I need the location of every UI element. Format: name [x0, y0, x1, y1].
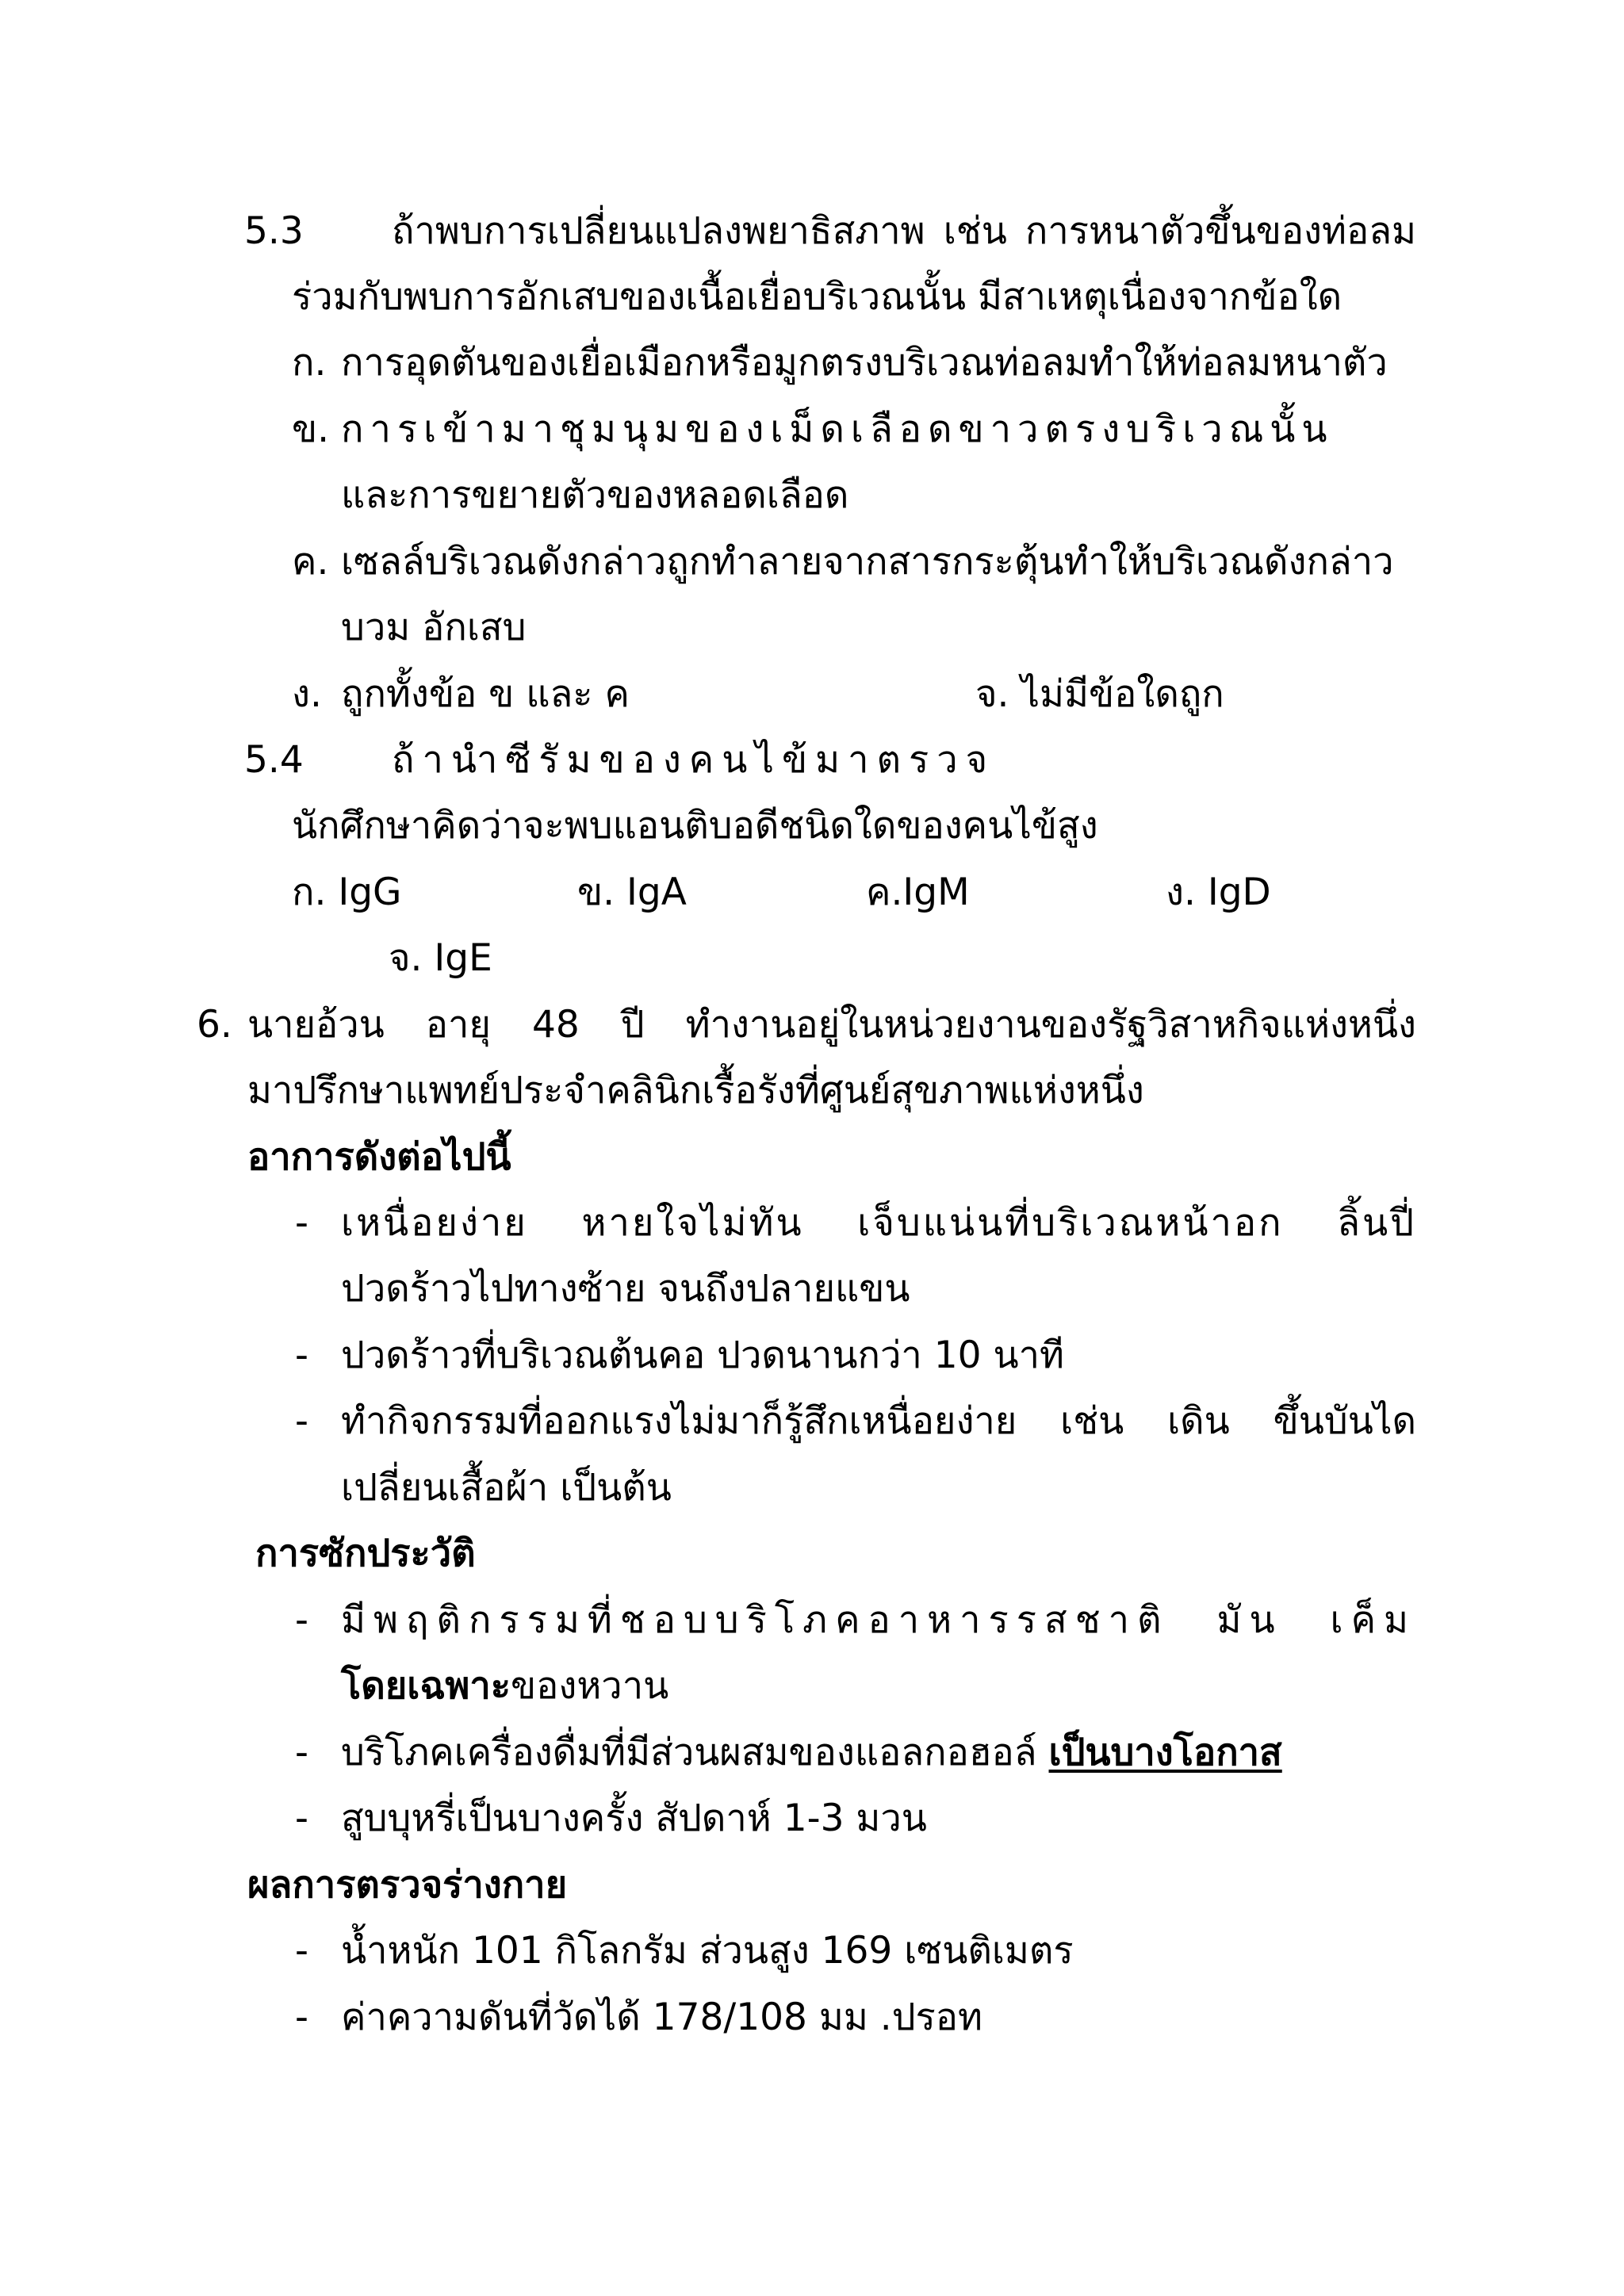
q5-4-option-e: จ. IgE [389, 936, 492, 980]
q5-3-question-text-cont: ร่วมกับพบการอักเสบของเนื้อเยื่อบริเวณนั้น มีสาเหตุเนื่องจากข้อใด [292, 275, 1342, 319]
history-item-3 [0, 1785, 1624, 1852]
option-text: ถูกทั้งข้อ ข และ ค [341, 672, 630, 716]
q6-line-1 [0, 992, 1624, 1058]
q5-3-option-b [0, 396, 1624, 463]
q6-text: นายอ้วน อายุ 48 ปี ทำงานอยู่ในหน่วยงานของรัฐวิสาหกิจแห่งหนึ่ง [247, 1003, 1416, 1047]
bullet-dash: - [295, 1797, 308, 1840]
option-label: ก. [292, 341, 327, 385]
exam-heading: ผลการตรวจร่างกาย [247, 1863, 568, 1907]
history-text: มีพฤติกรรมที่ชอบบริโภคอาหารรสชาติ มัน เค็ม [341, 1598, 1416, 1642]
option-text: การอุดตันของเยื่อเมือกหรือมูกตรงบริเวณท่อลมทำให้ท่อลมหนาตัว [341, 341, 1388, 385]
symptom-item-2 [0, 1322, 1624, 1389]
q5-4-question-text-cont: นักศึกษาคิดว่าจะพบแอนติบอดีชนิดใดของคนไข้สูง [292, 804, 1098, 848]
q5-3-option-c [0, 529, 1624, 595]
q6-number: 6. [197, 1003, 232, 1047]
q5-4-line-1 [0, 727, 1624, 794]
bullet-dash: - [295, 1334, 308, 1377]
q5-4-question-text: ถ้านำซีรัมของคนไข้มาตรวจ [392, 738, 996, 782]
q6-text-cont: มาปรึกษาแพทย์ประจำคลินิกเรื้อรังที่ศูนย์สุขภาพแห่งหนึ่ง [247, 1069, 1144, 1112]
exam-item-1 [0, 1918, 1624, 1984]
q5-3-line-1 [0, 198, 1624, 265]
option-text-cont: และการขยายตัวของหลอดเลือด [341, 473, 849, 517]
option-text: เซลล์บริเวณดังกล่าวถูกทำลายจากสารกระตุ้นทำให้บริเวณดังกล่าว [341, 540, 1394, 584]
bullet-dash: - [295, 1598, 308, 1642]
q5-3-question-text: ถ้าพบการเปลี่ยนแปลงพยาธิสภาพ เช่น การหนาตัวขึ้นของท่อลม [392, 209, 1416, 253]
q5-4-option-b: ข. IgA [577, 871, 687, 914]
history-text-plain: บริโภคเครื่องดื่มที่มีส่วนผสมของแอลกอฮอล์ [341, 1731, 1049, 1774]
symptom-text-cont: ปวดร้าวไปทางซ้าย จนถึงปลายแขน [341, 1267, 910, 1311]
bullet-dash: - [295, 1731, 308, 1774]
symptoms-heading-line [0, 1124, 1624, 1191]
q5-4-option-d: ง. IgD [1166, 871, 1271, 914]
q6-line-2 [0, 1058, 1624, 1124]
symptom-item-1-cont [0, 1256, 1624, 1322]
q5-3-option-c-cont [0, 595, 1624, 661]
option-text: การเข้ามาชุมนุมของเม็ดเลือดขาวตรงบริเวณนั้น [341, 408, 1334, 451]
history-item-2 [0, 1720, 1624, 1786]
bullet-dash: - [295, 1399, 308, 1443]
symptom-text: เหนื่อยง่าย หายใจไม่ทัน เจ็บแน่นที่บริเวณหน้าอก ลิ้นปี่ [341, 1201, 1416, 1245]
history-bold-emphasis: โดยเฉพาะ [341, 1664, 511, 1708]
symptom-text: ทำกิจกรรมที่ออกแรงไม่มาก็รู้สึกเหนื่อยง่าย เช่น เดิน ขึ้นบันได [341, 1399, 1416, 1443]
bullet-dash: - [295, 1929, 308, 1973]
history-text-cont [341, 1653, 668, 1720]
symptoms-heading: อาการดังต่อไปนี้ [247, 1135, 511, 1179]
exam-text: ค่าความดันที่วัดได้ 178/108 มม .ปรอท [341, 1996, 983, 2039]
bullet-dash: - [295, 1996, 308, 2039]
q5-4-option-a: ก. IgG [292, 871, 402, 914]
symptom-text: ปวดร้าวที่บริเวณต้นคอ ปวดนานกว่า 10 นาที [341, 1334, 1064, 1377]
q5-4-option-c: ค.IgM [866, 871, 970, 914]
option-label: ค. [292, 540, 329, 584]
q5-4-options [0, 859, 1624, 926]
symptom-item-3 [0, 1388, 1624, 1455]
history-heading-line [0, 1521, 1624, 1587]
q5-4-options-row-2 [0, 925, 1624, 992]
option-label: ข. [292, 408, 330, 451]
bullet-dash: - [295, 1201, 308, 1245]
option-text-cont: บวม อักเสบ [341, 606, 527, 649]
history-item-1-cont [0, 1653, 1624, 1720]
q5-3-option-a [0, 330, 1624, 396]
exam-text: น้ำหนัก 101 กิโลกรัม ส่วนสูง 169 เซนติเมตร [341, 1929, 1074, 1973]
history-underlined-emphasis: เป็นบางโอกาส [1048, 1731, 1282, 1774]
exam-heading-line [0, 1852, 1624, 1919]
q5-4-line-2 [0, 793, 1624, 859]
q5-3-line-2 [0, 264, 1624, 331]
q5-4-number: 5.4 [244, 738, 304, 782]
symptom-item-1 [0, 1190, 1624, 1257]
option-label: ง. [292, 672, 322, 716]
q5-3-number: 5.3 [244, 209, 304, 253]
symptom-text-cont: เปลี่ยนเสื้อผ้า เป็นต้น [341, 1466, 672, 1510]
history-text-rest: ของหวาน [511, 1664, 669, 1708]
q5-3-options-d-e [0, 661, 1624, 728]
history-text [341, 1720, 1282, 1786]
option-e-text: จ. ไม่มีข้อใดถูก [975, 672, 1224, 716]
symptom-item-3-cont [0, 1455, 1624, 1521]
history-text: สูบบุหรี่เป็นบางครั้ง สัปดาห์ 1-3 มวน [341, 1797, 927, 1840]
exam-item-2 [0, 1984, 1624, 2051]
q5-3-option-b-cont [0, 462, 1624, 529]
history-item-1 [0, 1587, 1624, 1654]
history-heading: การซักประวัติ [255, 1532, 476, 1575]
